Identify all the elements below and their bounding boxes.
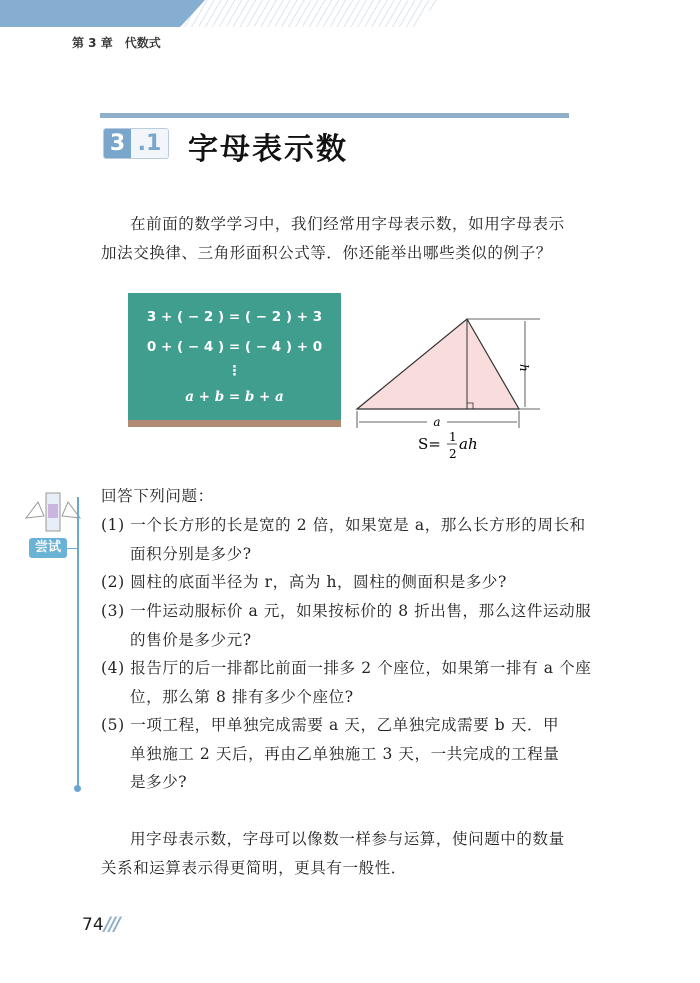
try-line: 单独施工 2 天后，再由乙单独施工 3 天，一共完成的工程量 [130,745,560,763]
section-number-major: 3 [104,129,131,158]
try-prompt: 回答下列问题： [101,487,214,505]
section-number-minor: .1 [131,129,168,158]
page-number: 74 [82,915,104,935]
formula-left: S= [418,435,441,453]
intro-line: 加法交换律、三角形面积公式等．你还能举出哪些类似的例子？ [101,244,552,262]
conclusion-line: 关系和运算表示得更简明，更具有一般性． [101,859,407,877]
try-line: (5) 一项工程，甲单独完成需要 a 天，乙单独完成需要 b 天．甲 [101,716,560,734]
try-line: 位，那么第 8 排有多少个座位? [130,688,354,706]
section-number [103,128,169,159]
page-decoration: /// [104,913,119,935]
try-line: 的售价是多少元? [130,631,252,649]
title-rule [100,113,569,118]
try-sidebar-dot [74,785,81,792]
try-tag: 尝试 [29,538,67,558]
conclusion-line: 用字母表示数，字母可以像数一样参与运算，使问题中的数量 [130,830,565,848]
formula-right: ah [459,435,478,453]
section-title: 字母表示数 [188,132,348,167]
intro-line: 在前面的数学学习中，我们经常用字母表示数，如用字母表示 [130,215,565,233]
height-label: h [517,364,531,372]
try-sidebar-line [77,497,79,787]
board-line: ⋮ [227,363,242,379]
try-line: (1) 一个长方形的长是宽的 2 倍，如果宽是 a，那么长方形的周长和 [101,516,586,534]
triangle-diagram [352,312,552,462]
try-line: (4) 报告厅的后一排都比前面一排多 2 个座位，如果第一排有 a 个座 [101,659,592,677]
formula-denominator: 2 [449,447,457,461]
try-line: 面积分别是多少? [130,545,252,563]
base-label: a [433,415,441,429]
try-illustration-icon [22,490,84,534]
header-hatch [180,0,440,27]
board-line: 0 + ( − 4 ) = ( − 4 ) + 0 [146,339,323,355]
try-line: (3) 一件运动服标价 a 元，如果按标价的 8 折出售，那么这件运动服 [101,602,592,620]
try-line: (2) 圆柱的底面半径为 r，高为 h，圆柱的侧面积是多少? [101,573,507,591]
formula-numerator: 1 [449,430,457,444]
board-line: 3 + ( − 2 ) = ( − 2 ) + 3 [146,309,323,325]
triangle-shape [357,319,519,409]
header-band [0,0,205,27]
try-line: 是多少? [130,773,188,791]
chalkboard [128,293,341,427]
board-line: a + b = b + a [185,389,284,405]
chapter-label: 第 3 章 代数式 [72,36,161,50]
